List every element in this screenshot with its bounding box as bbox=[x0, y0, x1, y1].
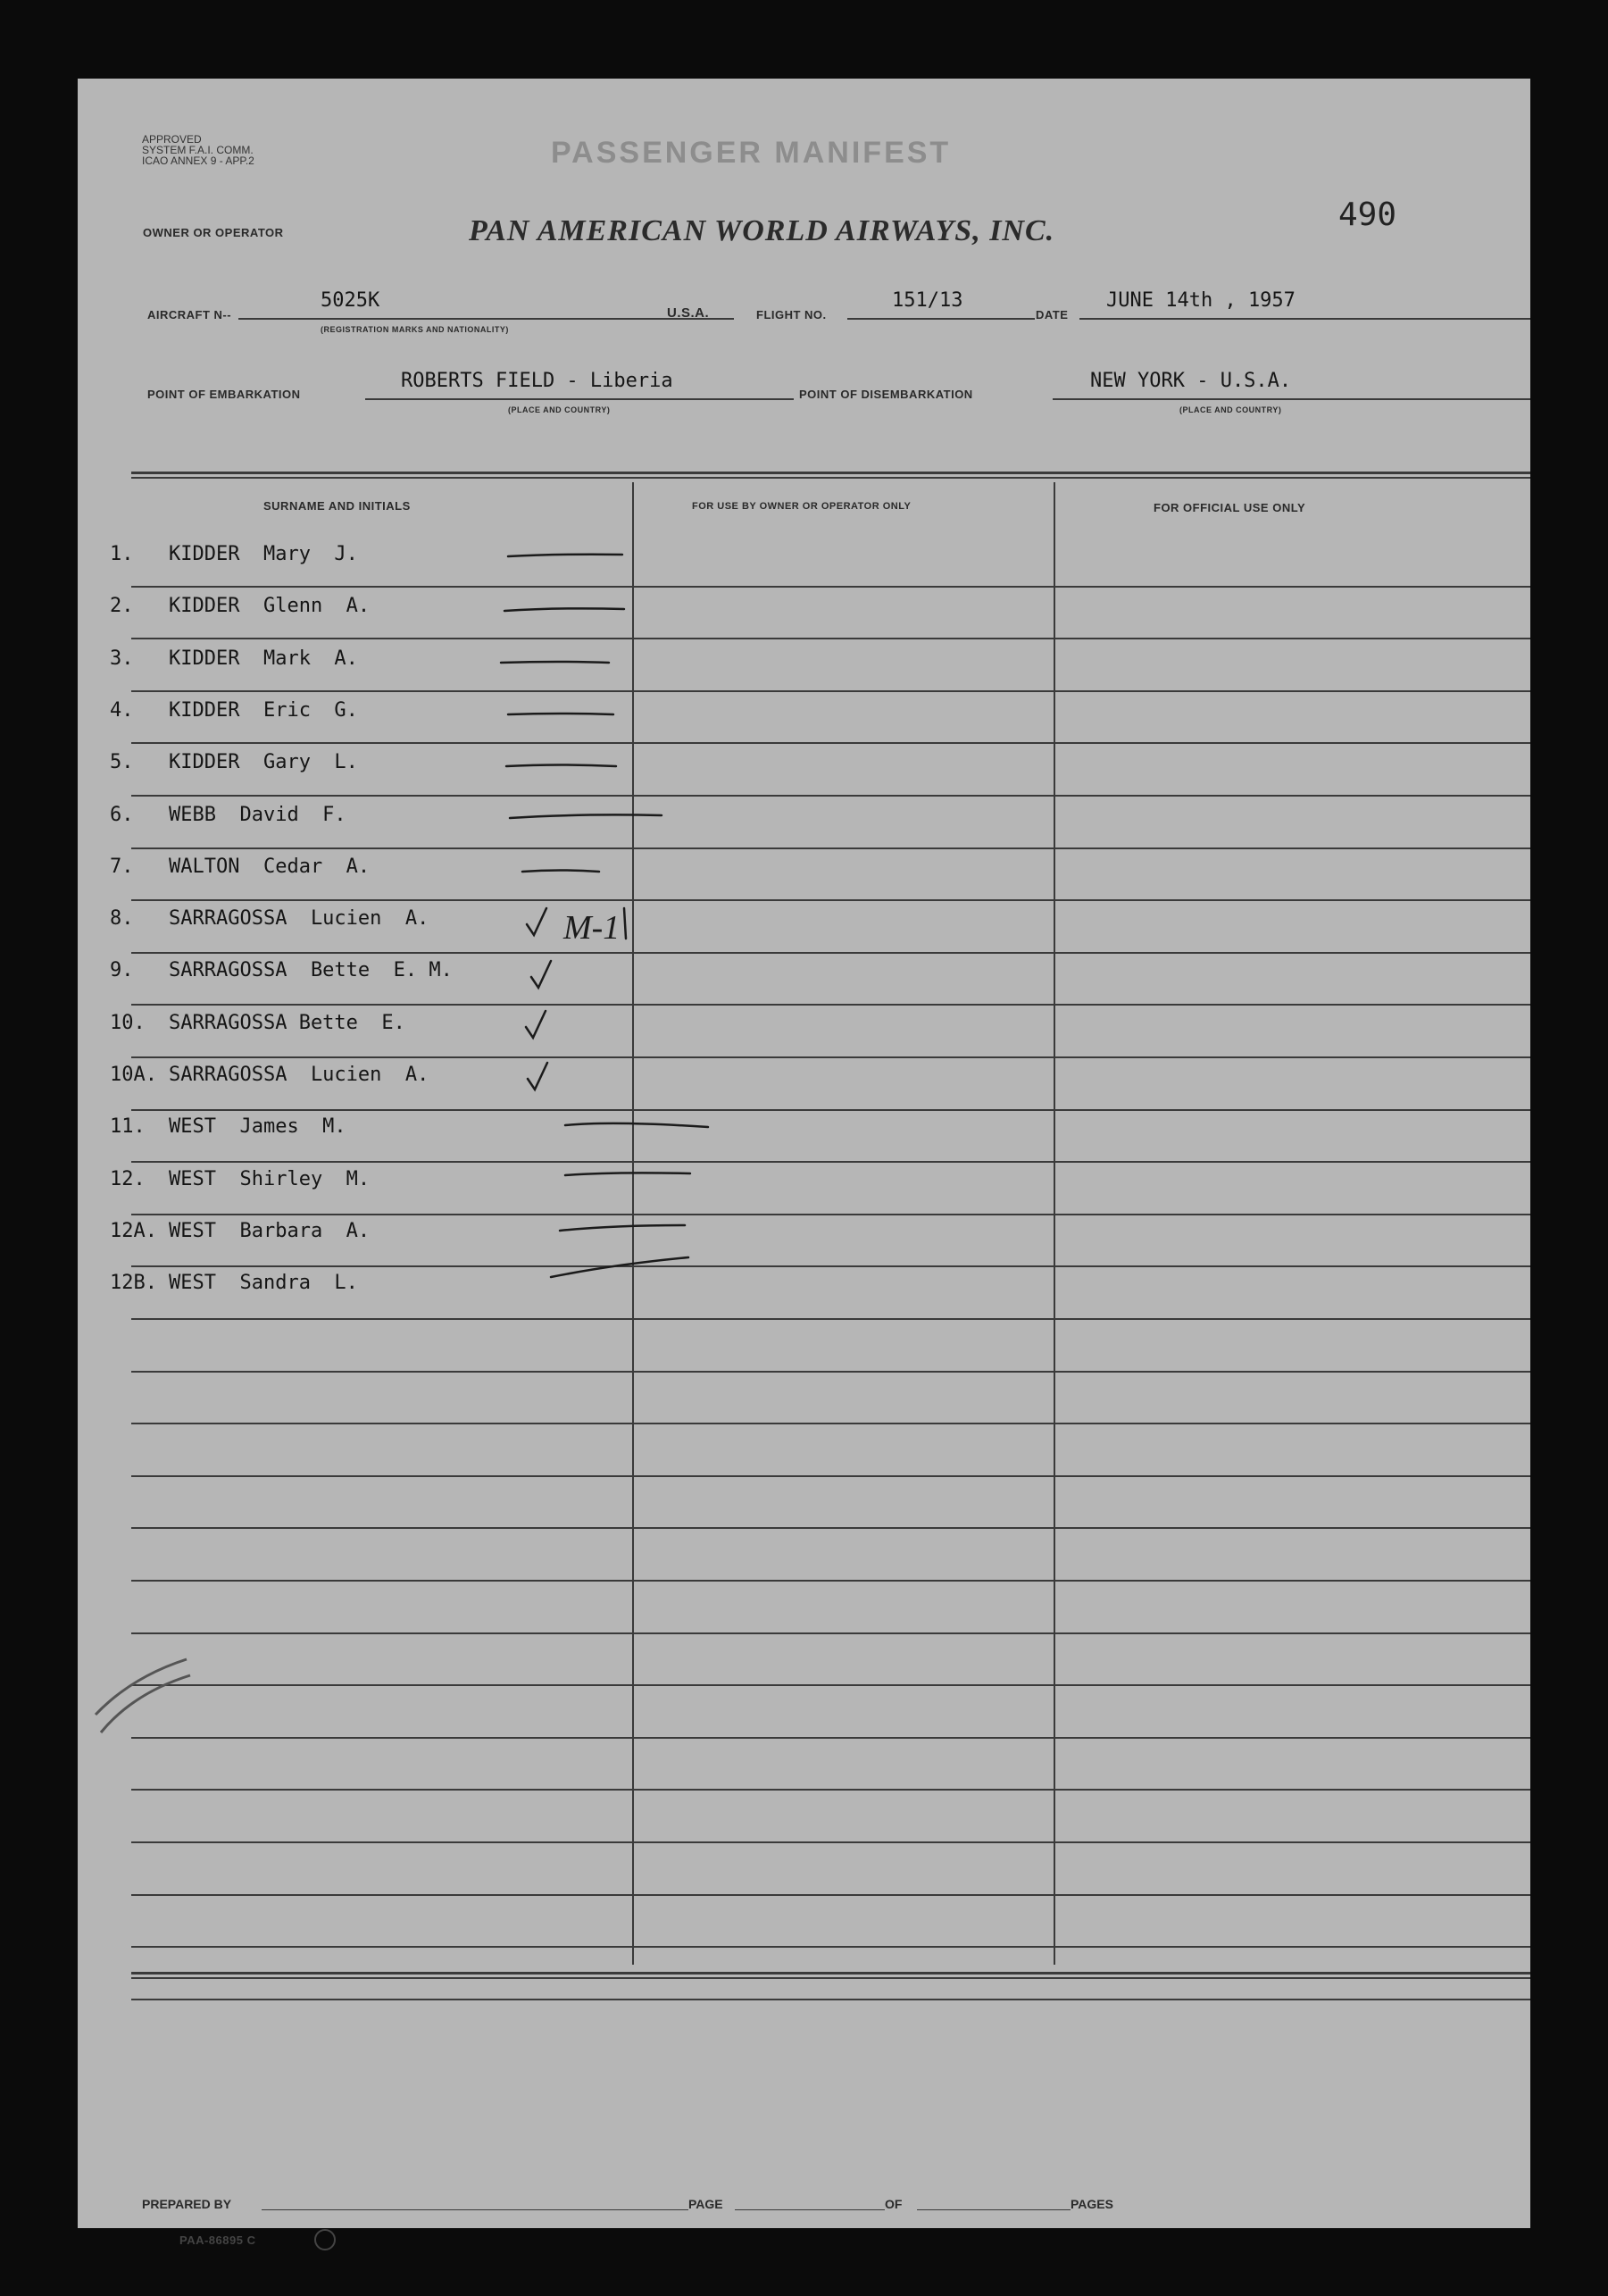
dash-mark bbox=[522, 871, 599, 872]
passenger-number: 5. bbox=[110, 751, 134, 773]
dash-mark bbox=[551, 1257, 688, 1277]
of-line bbox=[917, 2209, 1071, 2210]
passenger-number: 12. bbox=[110, 1168, 146, 1190]
approved-line: SYSTEM F.A.I. COMM. bbox=[142, 144, 254, 156]
embark-sublabel: (PLACE AND COUNTRY) bbox=[508, 405, 611, 414]
passenger-name: WEST Shirley M. bbox=[169, 1168, 371, 1190]
disembark-value: NEW YORK - U.S.A. bbox=[1090, 370, 1292, 392]
pages-label: PAGES bbox=[1071, 2197, 1113, 2211]
annotation-stroke bbox=[624, 908, 626, 939]
date-value: JUNE 14th , 1957 bbox=[1106, 289, 1296, 312]
passenger-number: 1. bbox=[110, 543, 134, 565]
passenger-number: 12A. bbox=[110, 1220, 157, 1242]
dash-mark bbox=[504, 608, 624, 611]
seal-stamp bbox=[96, 1659, 190, 1732]
page-line bbox=[735, 2209, 885, 2210]
approved-line: ICAO ANNEX 9 - APP.2 bbox=[142, 154, 254, 167]
date-label: DATE bbox=[1036, 308, 1069, 321]
prepared-by-label: PREPARED BY bbox=[142, 2197, 232, 2211]
page-title: PASSENGER MANIFEST bbox=[551, 136, 952, 170]
passenger-number: 9. bbox=[110, 959, 134, 981]
embark-label: POINT OF EMBARKATION bbox=[147, 388, 301, 401]
passenger-name: KIDDER Mark A. bbox=[169, 647, 358, 670]
passenger-name: WEST Barbara A. bbox=[169, 1220, 371, 1242]
passenger-number: 3. bbox=[110, 647, 134, 670]
column-header-official-use: FOR OFFICIAL USE ONLY bbox=[1154, 501, 1306, 514]
passenger-number: 6. bbox=[110, 804, 134, 826]
disembark-label: POINT OF DISEMBARKATION bbox=[799, 388, 973, 401]
flight-label: FLIGHT NO. bbox=[756, 308, 827, 321]
aircraft-label: AIRCRAFT N-- bbox=[147, 308, 232, 321]
passenger-name: WEST Sandra L. bbox=[169, 1272, 358, 1294]
aircraft-value: 5025K bbox=[321, 289, 380, 312]
passenger-name: SARRAGOSSA Lucien A. bbox=[169, 907, 429, 930]
dash-mark bbox=[508, 555, 622, 556]
passenger-number: 4. bbox=[110, 699, 134, 722]
annotation-text: M-1 bbox=[563, 909, 621, 947]
check-mark bbox=[528, 1063, 547, 1090]
passenger-name: KIDDER Eric G. bbox=[169, 699, 358, 722]
handwritten-marks bbox=[78, 79, 1530, 2228]
aircraft-sublabel: (REGISTRATION MARKS AND NATIONALITY) bbox=[321, 325, 509, 334]
dash-mark bbox=[565, 1173, 690, 1175]
nationality: U.S.A. bbox=[667, 305, 710, 321]
dash-mark bbox=[510, 814, 662, 818]
dash-mark bbox=[501, 662, 609, 663]
passenger-name: SARRAGOSSA Lucien A. bbox=[169, 1064, 429, 1086]
passenger-name: WEBB David F. bbox=[169, 804, 346, 826]
passenger-name: WALTON Cedar A. bbox=[169, 856, 371, 878]
owner-label: OWNER OR OPERATOR bbox=[143, 226, 284, 239]
check-mark bbox=[531, 961, 551, 988]
passenger-number: 7. bbox=[110, 856, 134, 878]
column-header-owner-use: FOR USE BY OWNER OR OPERATOR ONLY bbox=[692, 501, 912, 512]
dash-mark bbox=[506, 765, 616, 767]
disembark-sublabel: (PLACE AND COUNTRY) bbox=[1179, 405, 1282, 414]
union-label-icon bbox=[314, 2229, 336, 2250]
passenger-number: 12B. bbox=[110, 1272, 157, 1294]
check-mark bbox=[526, 1011, 546, 1038]
passenger-number: 10A. bbox=[110, 1064, 157, 1086]
column-header-surname: SURNAME AND INITIALS bbox=[263, 499, 411, 513]
prepared-by-line bbox=[262, 2209, 688, 2210]
flight-value: 151/13 bbox=[892, 289, 963, 312]
of-label: OF bbox=[885, 2197, 903, 2211]
operator-name: PAN AMERICAN WORLD AIRWAYS, INC. bbox=[469, 214, 1055, 247]
approved-line: APPROVED bbox=[142, 133, 202, 146]
passenger-name: KIDDER Gary L. bbox=[169, 751, 358, 773]
passenger-number: 11. bbox=[110, 1115, 146, 1138]
dash-mark bbox=[560, 1225, 685, 1231]
passenger-number: 8. bbox=[110, 907, 134, 930]
dash-mark bbox=[565, 1123, 708, 1127]
manifest-sheet bbox=[78, 79, 1530, 2247]
manifest-number: 490 bbox=[1338, 196, 1397, 233]
check-mark bbox=[527, 908, 546, 935]
passenger-name: SARRAGOSSA Bette E. bbox=[169, 1012, 405, 1034]
embark-value: ROBERTS FIELD - Liberia bbox=[401, 370, 673, 392]
passenger-number: 2. bbox=[110, 595, 134, 617]
passenger-name: WEST James M. bbox=[169, 1115, 346, 1138]
passenger-name: KIDDER Mary J. bbox=[169, 543, 358, 565]
page-label: PAGE bbox=[688, 2197, 723, 2211]
passenger-name: KIDDER Glenn A. bbox=[169, 595, 371, 617]
passenger-name: SARRAGOSSA Bette E. M. bbox=[169, 959, 453, 981]
passenger-number: 10. bbox=[110, 1012, 146, 1034]
form-code: PAA-86895 C bbox=[179, 2233, 256, 2247]
